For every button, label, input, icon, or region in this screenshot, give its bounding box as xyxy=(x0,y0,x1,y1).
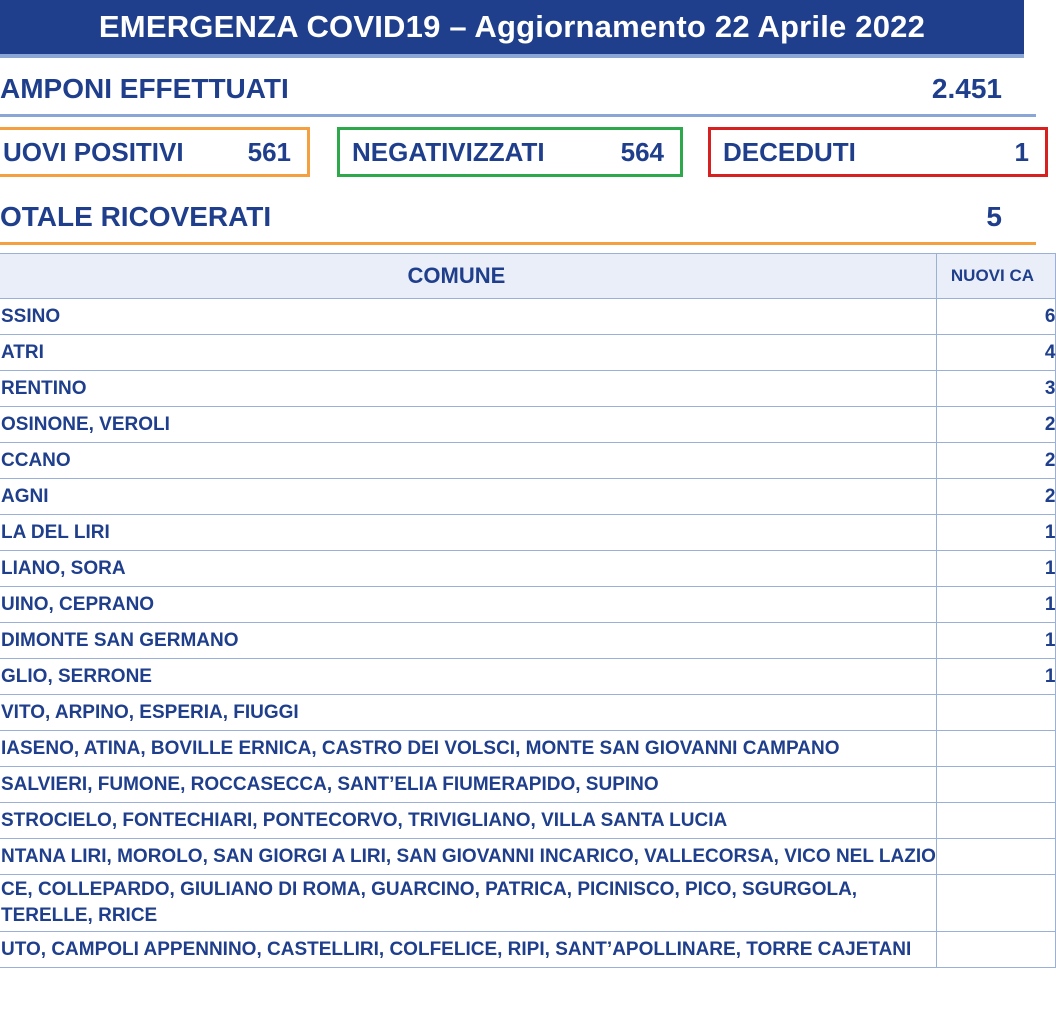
table-row xyxy=(0,587,1056,623)
casi-cell: 1 xyxy=(936,623,1056,659)
casi-cell xyxy=(936,932,1056,968)
casi-cell xyxy=(936,695,1056,731)
table-row xyxy=(0,623,1056,659)
tamponi-label: AMPONI EFFETTUATI xyxy=(0,73,289,104)
table-row xyxy=(0,659,1056,695)
table-row xyxy=(0,443,1056,479)
comune-cell: VITO, ARPINO, ESPERIA, FIUGGI xyxy=(0,695,936,731)
comune-cell: CCANO xyxy=(0,443,936,479)
deceduti-value: 1 xyxy=(1014,137,1029,167)
comune-cell: CE, COLLEPARDO, GIULIANO DI ROMA, GUARCINO, PATRICA, PICINISCO, PICO, SGURGOLA, TERELLE, RRICE xyxy=(0,875,936,932)
comuni-table xyxy=(0,253,1056,968)
page-title: EMERGENZA COVID19 – Aggiornamento 22 Aprile 2022 xyxy=(0,0,1024,58)
comune-cell: UTO, CAMPOLI APPENNINO, CASTELLIRI, COLFELICE, RIPI, SANT’APOLLINARE, TORRE CAJETANI xyxy=(0,932,936,968)
nuovi-positivi-value: 561 xyxy=(247,137,291,167)
casi-cell: 1 xyxy=(936,659,1056,695)
comune-column-header: COMUNE xyxy=(0,254,936,299)
table-row xyxy=(0,875,1056,932)
nuovi-positivi-box xyxy=(0,127,310,177)
table-row xyxy=(0,839,1056,875)
table-row xyxy=(0,932,1056,968)
casi-cell: 1 xyxy=(936,587,1056,623)
deceduti-box xyxy=(708,127,1048,177)
comune-cell: UINO, CEPRANO xyxy=(0,587,936,623)
tamponi-value: 2.451 xyxy=(931,73,1002,104)
comune-cell: LA DEL LIRI xyxy=(0,515,936,551)
ricoverati-bar xyxy=(0,192,1036,245)
casi-cell: 2 xyxy=(936,443,1056,479)
comune-cell: SSINO xyxy=(0,299,936,335)
comune-cell: LIANO, SORA xyxy=(0,551,936,587)
negativizzati-value: 564 xyxy=(620,137,664,167)
negativizzati-label: NEGATIVIZZATI xyxy=(352,137,545,167)
comune-cell: SALVIERI, FUMONE, ROCCASECCA, SANT’ELIA FIUMERAPIDO, SUPINO xyxy=(0,767,936,803)
nuovi-casi-column-header: NUOVI CA xyxy=(936,254,1056,299)
comune-cell: OSINONE, VEROLI xyxy=(0,407,936,443)
table-row xyxy=(0,299,1056,335)
casi-cell xyxy=(936,803,1056,839)
table-row xyxy=(0,335,1056,371)
casi-cell: 2 xyxy=(936,479,1056,515)
tamponi-bar xyxy=(0,64,1036,117)
casi-cell: 2 xyxy=(936,407,1056,443)
table-row xyxy=(0,407,1056,443)
comune-cell: IASENO, ATINA, BOVILLE ERNICA, CASTRO DEI VOLSCI, MONTE SAN GIOVANNI CAMPANO xyxy=(0,731,936,767)
casi-cell xyxy=(936,839,1056,875)
ricoverati-label: OTALE RICOVERATI xyxy=(0,201,272,232)
deceduti-label: DECEDUTI xyxy=(723,137,856,167)
table-row xyxy=(0,371,1056,407)
casi-cell: 3 xyxy=(936,371,1056,407)
comune-cell: STROCIELO, FONTECHIARI, PONTECORVO, TRIVIGLIANO, VILLA SANTA LUCIA xyxy=(0,803,936,839)
table-header-row xyxy=(0,254,1056,299)
casi-cell xyxy=(936,731,1056,767)
nuovi-positivi-label: UOVI POSITIVI xyxy=(3,137,184,167)
table-row xyxy=(0,731,1056,767)
comune-cell: NTANA LIRI, MOROLO, SAN GIORGI A LIRI, SAN GIOVANNI INCARICO, VALLECORSA, VICO NEL LAZIO xyxy=(0,839,936,875)
casi-cell: 4 xyxy=(936,335,1056,371)
negativizzati-box xyxy=(337,127,683,177)
comune-cell: ATRI xyxy=(0,335,936,371)
comune-cell: RENTINO xyxy=(0,371,936,407)
table-row xyxy=(0,551,1056,587)
casi-cell: 1 xyxy=(936,515,1056,551)
ricoverati-value: 5 xyxy=(986,201,1002,232)
table-row xyxy=(0,695,1056,731)
comune-cell: DIMONTE SAN GERMANO xyxy=(0,623,936,659)
casi-cell xyxy=(936,767,1056,803)
table-row xyxy=(0,515,1056,551)
comune-cell: AGNI xyxy=(0,479,936,515)
casi-cell: 6 xyxy=(936,299,1056,335)
casi-cell: 1 xyxy=(936,551,1056,587)
table-row xyxy=(0,803,1056,839)
table-row xyxy=(0,479,1056,515)
casi-cell xyxy=(936,875,1056,932)
comune-cell: GLIO, SERRONE xyxy=(0,659,936,695)
table-row xyxy=(0,767,1056,803)
